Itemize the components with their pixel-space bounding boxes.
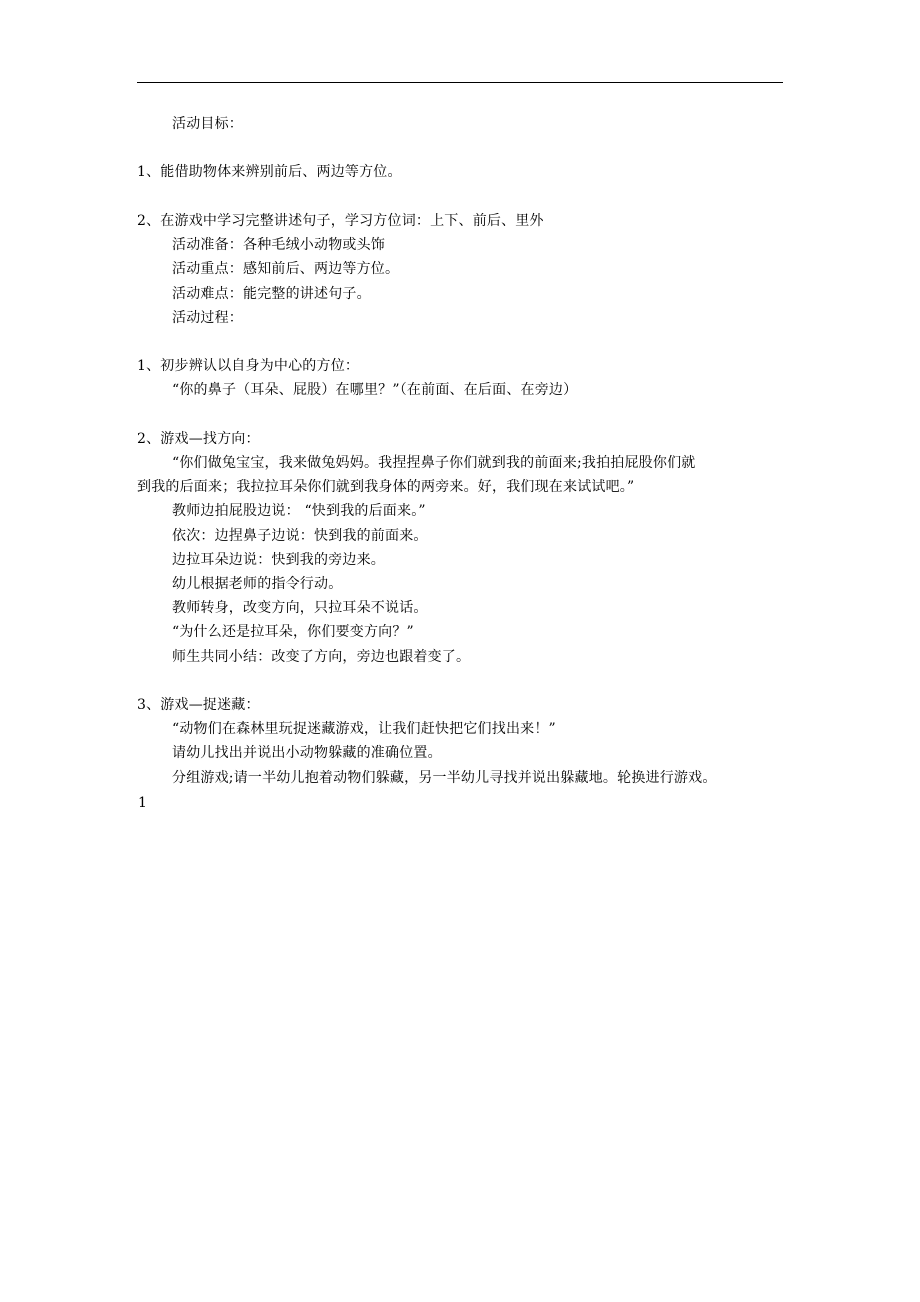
step-2-summary: 师生共同小结：改变了方向，旁边也跟着变了。 <box>172 649 471 665</box>
key-point-line: 活动重点：感知前后、两边等方位。 <box>172 261 400 277</box>
process-step-3: 3、游戏—捉迷藏： <box>137 697 260 713</box>
step-3-line-2: 请幼儿找出并说出小动物躲藏的准确位置。 <box>172 745 442 761</box>
step-2-line-4: 依次：边捏鼻子边说：快到我的前面来。 <box>172 528 428 544</box>
step-2-line-7: 教师转身，改变方向，只拉耳朵不说话。 <box>172 600 428 616</box>
process-step-2: 2、游戏—找方向： <box>137 431 260 447</box>
goal-item-1: 1、能借助物体来辨别前后、两边等方位。 <box>137 164 402 180</box>
step-2-quote-line-2: 到我的后面来；我拉拉耳朵你们就到我身体的两旁来。好，我们现在来试试吧。” <box>137 479 635 495</box>
step-2-line-3: 教师边拍屁股边说： “快到我的后面来。” <box>172 503 426 519</box>
preparation-line: 活动准备：各种毛绒小动物或头饰 <box>172 237 385 253</box>
heading-process: 活动过程： <box>172 310 243 326</box>
step-1-quote: “你的鼻子（耳朵、屁股）在哪里？”（在前面、在后面、在旁边） <box>172 382 578 398</box>
process-step-1: 1、初步辨认以自身为中心的方位： <box>137 358 360 374</box>
goal-item-2: 2、在游戏中学习完整讲述句子，学习方位词：上下、前后、里外 <box>137 213 544 229</box>
difficulty-line: 活动难点：能完整的讲述句子。 <box>172 286 371 302</box>
step-2-quote-line-1: “你们做兔宝宝，我来做兔妈妈。我捏捏鼻子你们就到我的前面来;我拍拍屁股你们就 <box>172 455 696 471</box>
step-2-line-5: 边拉耳朵边说：快到我的旁边来。 <box>172 552 385 568</box>
header-rule <box>137 82 783 83</box>
step-3-quote: “动物们在森林里玩捉迷藏游戏，让我们赶快把它们找出来！” <box>172 721 556 737</box>
step-2-line-8: “为什么还是拉耳朵，你们要变方向？” <box>172 624 414 640</box>
step-3-line-3: 分组游戏;请一半幼儿抱着动物们躲藏，另一半幼儿寻找并说出躲藏地。轮换进行游戏。 <box>172 770 717 786</box>
page-number: 1 <box>138 795 147 811</box>
step-2-line-6: 幼儿根据老师的指令行动。 <box>172 576 343 592</box>
heading-goals: 活动目标： <box>172 116 243 132</box>
